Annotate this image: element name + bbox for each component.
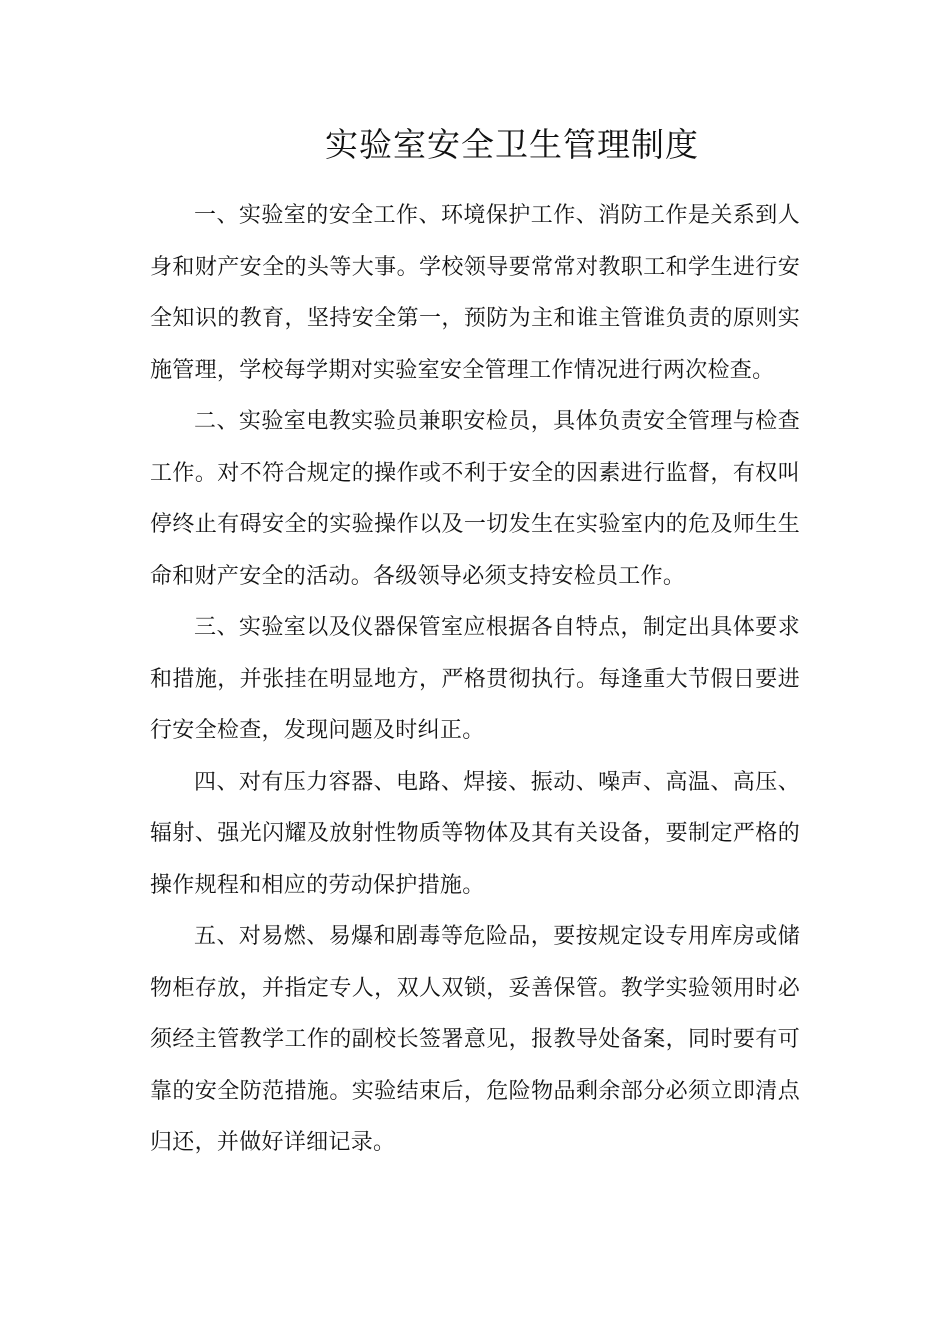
paragraph-4: 四、对有压力容器、电路、焊接、振动、噪声、高温、高压、辐射、强光闪耀及放射性物质等物体及其有关设备，要制定严格的操作规程和相应的劳动保护措施。: [150, 769, 800, 898]
paragraph-3: 三、实验室以及仪器保管室应根据各自特点，制定出具体要求和措施，并张挂在明显地方，严格贯彻执行。每逢重大节假日要进行安全检查，发现问题及时纠正。: [150, 615, 800, 743]
paragraph-5: 五、对易燃、易爆和剧毒等危险品，要按规定设专用库房或储物柜存放，并指定专人，双人双锁，妥善保管。教学实验领用时必须经主管教学工作的副校长签署意见，报教导处备案，同时要有可靠的安全防范措施。实验结束后，危险物品剩余部分必须立即清点归还，并做好详细记录。: [150, 924, 800, 1155]
paragraph-1: 一、实验室的安全工作、环境保护工作、消防工作是关系到人身和财产安全的头等大事。学校领导要常常对教职工和学生进行安全知识的教育，坚持安全第一，预防为主和谁主管谁负责的原则实施管理，学校每学期对实验室安全管理工作情况进行两次检查。: [150, 203, 800, 383]
document-body: [150, 190, 800, 1169]
document-title: 实验室安全卫生管理制度: [325, 125, 699, 164]
paragraph-2: 二、实验室电教实验员兼职安检员，具体负责安全管理与检查工作。对不符合规定的操作或不利于安全的因素进行监督，有权叫停终止有碍安全的实验操作以及一切发生在实验室内的危及师生生命和财产安全的活动。各级领导必须支持安检员工作。: [150, 409, 800, 589]
